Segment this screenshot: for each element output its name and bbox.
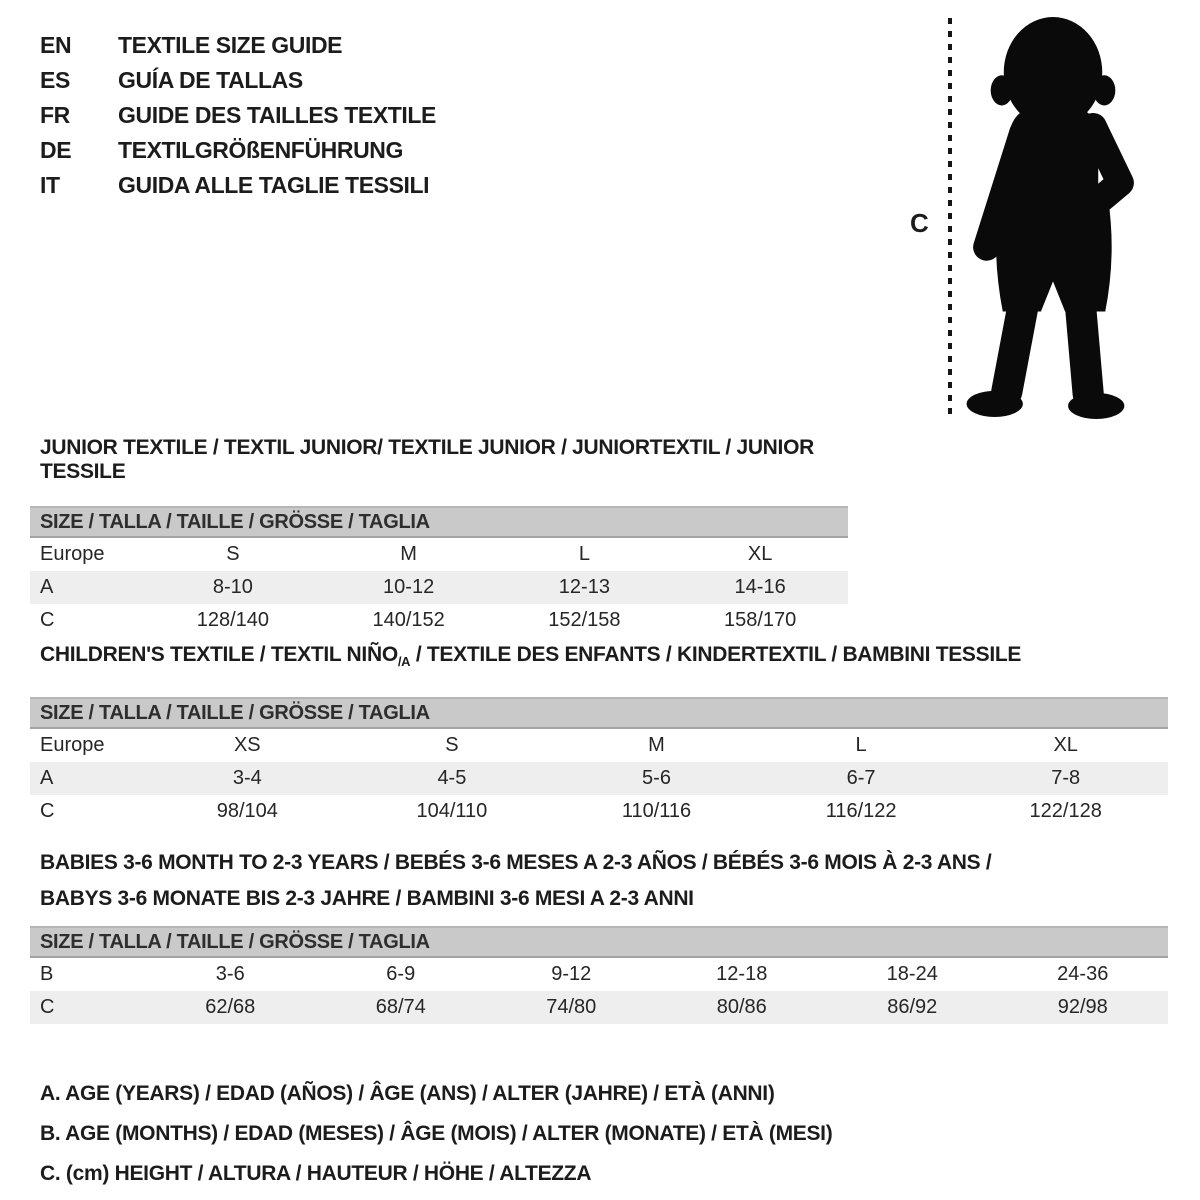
table-cell: 122/128 xyxy=(1029,800,1102,823)
table-cell: S xyxy=(226,543,240,565)
table-cell: 116/122 xyxy=(825,800,897,823)
table-row xyxy=(30,571,848,604)
toddler-silhouette-figure xyxy=(962,14,1142,420)
table-cell: XL xyxy=(747,543,773,565)
language-code: EN xyxy=(40,32,72,58)
language-title: GUÍA DE TALLAS xyxy=(118,67,303,93)
table-header-bar: SIZE / TALLA / TAILLE / GRÖSSE / TAGLIA xyxy=(30,926,1168,958)
row-label: C xyxy=(40,800,55,823)
legend xyxy=(40,1074,832,1194)
language-row xyxy=(40,168,436,203)
section-heading xyxy=(40,643,1168,674)
table-cell: 80/86 xyxy=(716,996,767,1018)
table-cell: 128/140 xyxy=(196,609,270,631)
legend-row: A. AGE (YEARS) / EDAD (AÑOS) / ÂGE (ANS) / ALTER (JAHRE) / ETÀ (ANNI) xyxy=(40,1082,775,1105)
section-heading-line: JUNIOR TEXTILE / TEXTIL JUNIOR/ TEXTILE JUNIOR / JUNIORTEXTIL / JUNIOR TESSILE xyxy=(40,436,814,483)
row-label: B xyxy=(40,963,54,985)
size-table xyxy=(30,697,1168,828)
table-rows xyxy=(30,958,1168,1024)
section-junior-textile xyxy=(30,436,848,637)
section-heading-line: BABYS 3-6 MONATE BIS 2-3 JAHRE / BAMBINI 3-6 MESI A 2-3 ANNI xyxy=(40,887,694,910)
table-cell: 62/68 xyxy=(205,996,256,1018)
table-row xyxy=(30,795,1168,828)
language-title-list xyxy=(40,28,436,203)
table-cell: 6-9 xyxy=(386,963,416,985)
language-code: ES xyxy=(40,67,70,93)
table-cell: 10-12 xyxy=(383,576,435,598)
table-cell: 158/170 xyxy=(723,609,797,631)
table-cell: 98/104 xyxy=(216,800,278,823)
language-title: GUIDE DES TAILLES TEXTILE xyxy=(118,102,436,128)
table-cell: S xyxy=(445,734,459,757)
table-cell: 6-7 xyxy=(846,767,876,790)
table-cell: 74/80 xyxy=(546,996,597,1018)
table-cell: XS xyxy=(233,734,261,757)
table-cell: 14-16 xyxy=(734,576,786,598)
table-cell: L xyxy=(578,543,590,565)
table-cell: 12-13 xyxy=(558,576,610,598)
table-cell: 152/158 xyxy=(548,609,621,631)
table-cell: 24-36 xyxy=(1057,963,1109,985)
table-cell: M xyxy=(400,543,417,565)
language-code: IT xyxy=(40,172,60,198)
table-cell: 104/110 xyxy=(416,800,488,823)
table-cell: 3-6 xyxy=(215,963,245,985)
table-cell: 7-8 xyxy=(1051,767,1081,790)
language-code: FR xyxy=(40,102,70,128)
table-cell: 3-4 xyxy=(232,767,262,790)
table-cell: 12-18 xyxy=(716,963,768,985)
row-label: Europe xyxy=(40,734,105,757)
section-heading xyxy=(40,436,848,484)
row-label: Europe xyxy=(40,543,105,565)
table-cell: L xyxy=(855,734,867,757)
height-measure-label: C xyxy=(910,208,929,238)
size-table xyxy=(30,926,1168,1024)
legend-row: B. AGE (MONTHS) / EDAD (MESES) / ÂGE (MOIS) / ALTER (MONATE) / ETÀ (MESI) xyxy=(40,1122,833,1145)
table-cell: 9-12 xyxy=(551,963,592,985)
row-label: A xyxy=(40,576,54,598)
height-measure-line xyxy=(948,18,952,416)
language-row xyxy=(40,98,436,133)
table-cell: 5-6 xyxy=(642,767,671,790)
table-row xyxy=(30,958,1168,991)
table-header-bar: SIZE / TALLA / TAILLE / GRÖSSE / TAGLIA xyxy=(30,506,848,538)
section-children-textile xyxy=(30,643,1168,828)
table-cell: 4-5 xyxy=(437,767,467,790)
table-row xyxy=(30,991,1168,1024)
language-row xyxy=(40,133,436,168)
section-babies-textile xyxy=(30,845,1168,1024)
table-header-bar: SIZE / TALLA / TAILLE / GRÖSSE / TAGLIA xyxy=(30,697,1168,729)
table-cell: XL xyxy=(1053,734,1078,757)
language-row xyxy=(40,28,436,63)
language-title: TEXTILE SIZE GUIDE xyxy=(118,32,343,58)
heading-subscript: /A xyxy=(397,654,411,670)
table-cell: 8-10 xyxy=(212,576,253,598)
table-row xyxy=(30,729,1168,762)
table-cell: 68/74 xyxy=(375,996,426,1018)
table-cell: 140/152 xyxy=(372,609,445,631)
table-rows xyxy=(30,729,1168,828)
language-row xyxy=(40,63,436,98)
section-heading-line: CHILDREN'S TEXTILE / TEXTIL $NIÑO_{/A}$ / TEXTILE DES ENFANTS / KINDERTEXTIL / BAMBINI TESSILE xyxy=(40,643,1022,670)
table-rows xyxy=(30,538,848,637)
section-heading xyxy=(40,845,1168,917)
table-row xyxy=(30,604,848,637)
row-label: C xyxy=(40,996,55,1018)
row-label: C xyxy=(40,609,55,631)
table-cell: M xyxy=(648,734,665,757)
size-table xyxy=(30,506,848,637)
legend-row: C. (cm) HEIGHT / ALTURA / HAUTEUR / HÖHE / ALTEZZA xyxy=(40,1162,592,1185)
row-label: A xyxy=(40,767,54,790)
table-cell: 92/98 xyxy=(1057,996,1108,1018)
language-code: DE xyxy=(40,137,72,163)
table-row xyxy=(30,538,848,571)
section-heading-line: BABIES 3-6 MONTH TO 2-3 YEARS / BEBÉS 3-6 MESES A 2-3 AÑOS / BÉBÉS 3-6 MOIS À 2-3 ANS / xyxy=(40,851,992,874)
language-title: TEXTILGRÖßENFÜHRUNG xyxy=(118,137,403,163)
table-cell: 110/116 xyxy=(621,800,692,823)
table-cell: 18-24 xyxy=(886,963,938,985)
table-cell: 86/92 xyxy=(887,996,938,1018)
table-row xyxy=(30,762,1168,795)
language-title: GUIDA ALLE TAGLIE TESSILI xyxy=(118,172,430,198)
